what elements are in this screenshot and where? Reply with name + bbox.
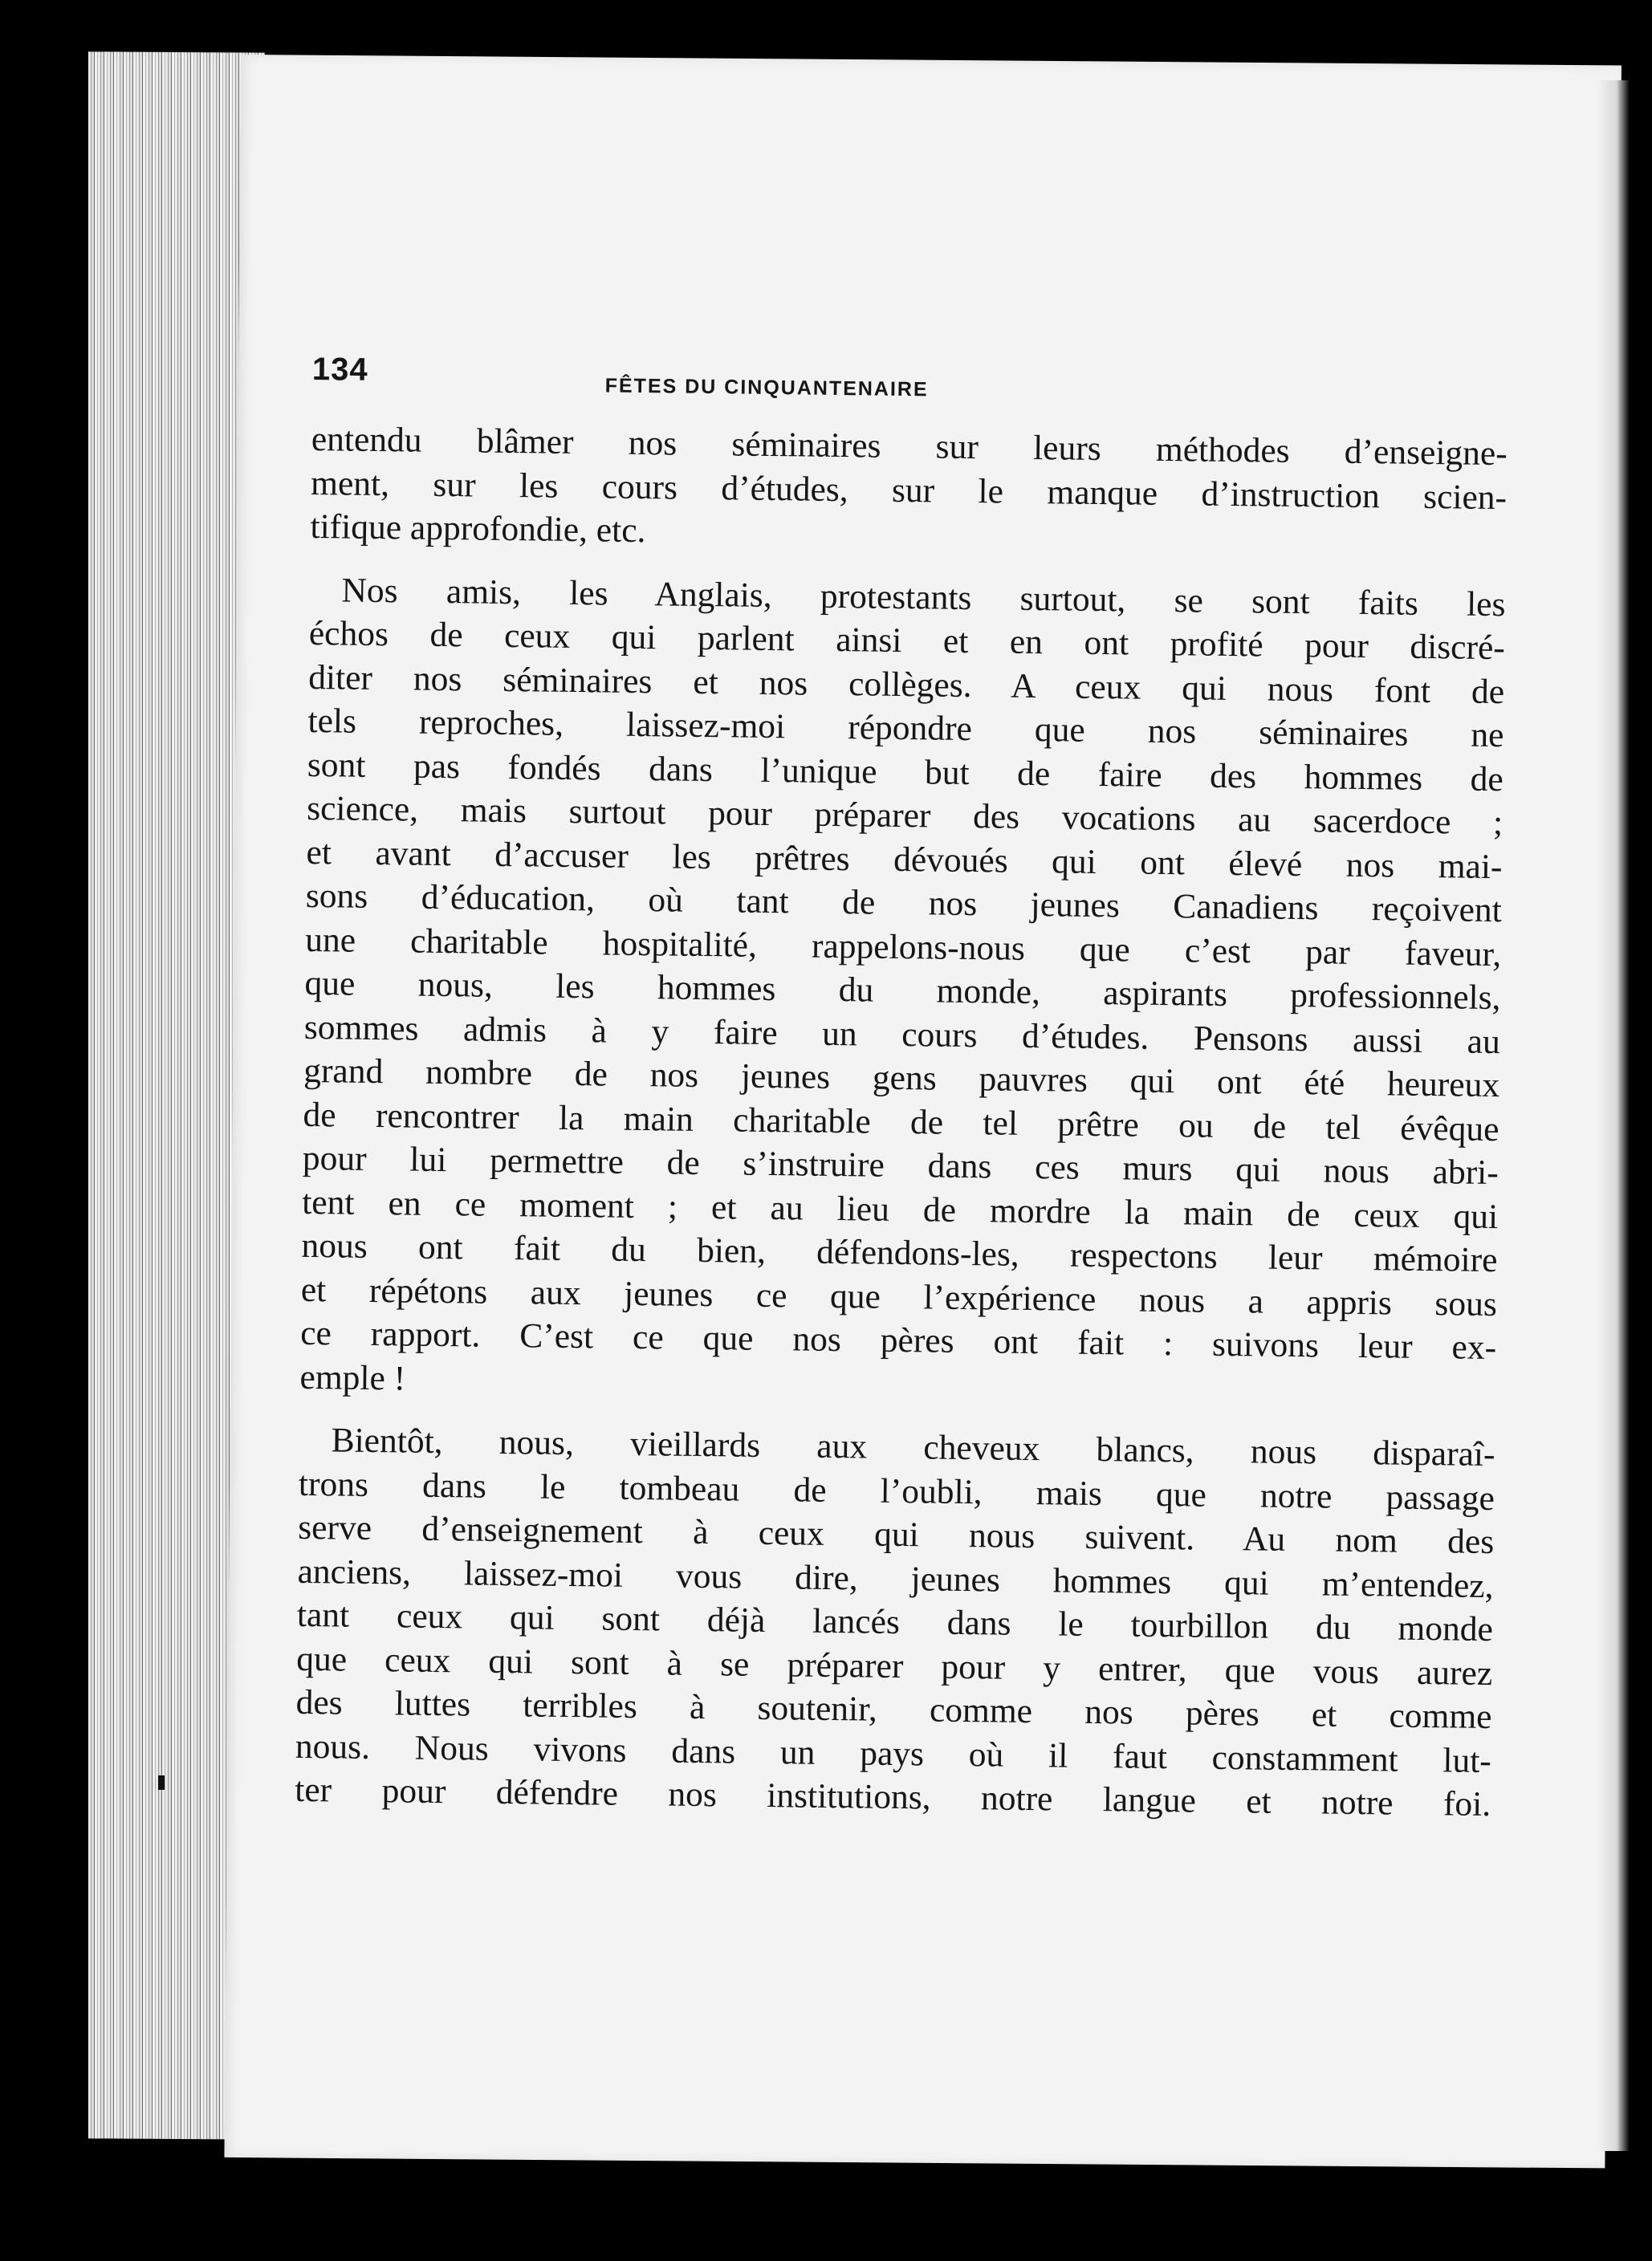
text-line: des luttes terribles à soutenir, comme nos pères et comme	[295, 1682, 1492, 1737]
margin-mark	[158, 1775, 165, 1790]
page-right-edge	[1597, 80, 1630, 2151]
text-line: de rencontrer la main charitable de tel prêtre ou de tel évêque	[303, 1095, 1499, 1149]
text-line: que ceux qui sont à se préparer pour y entrer, que vous aurez	[296, 1639, 1493, 1693]
text-line: tent en ce moment ; et au lieu de mordre la main de ceux qui	[301, 1182, 1499, 1236]
paragraph-1	[310, 417, 1508, 563]
text-line: ter pour défendre nos institutions, notre langue et notre foi.	[295, 1770, 1491, 1824]
text-line: Nos amis, les Anglais, protestants surtout, se sont faits les	[341, 570, 1506, 624]
running-head	[312, 299, 1509, 409]
body-text	[295, 417, 1508, 1827]
text-line: tant ceux qui sont déjà lancés dans le tourbillon du monde	[296, 1595, 1494, 1649]
text-line: sons d’éducation, où tant de nos jeunes Canadiens reçoivent	[305, 876, 1503, 930]
text-line: anciens, laissez-moi vous dire, jeunes hommes qui m’entendez,	[297, 1551, 1494, 1605]
text-line: pour lui permettre de s’instruire dans ces murs qui nous abri-	[302, 1138, 1499, 1193]
text-line: entendu blâmer nos séminaires sur leurs méthodes d’enseigne-	[311, 419, 1508, 474]
text-line: tels reproches, laissez-moi répondre que nos séminaires ne	[307, 701, 1504, 755]
text-line: échos de ceux qui parlent ainsi et en ont profité pour discré-	[308, 613, 1506, 668]
paragraph-3	[295, 1418, 1495, 1827]
text-line: diter nos séminaires et nos collèges. A ceux qui nous font de	[307, 657, 1505, 711]
page-content	[295, 299, 1509, 1846]
text-line: grand nombre de nos jeunes gens pauvres qui ont été heureux	[303, 1051, 1500, 1105]
text-line: serve d’enseignement à ceux qui nous suivent. Au nom des	[298, 1507, 1495, 1562]
text-line: sont pas fondés dans l’unique but de faire des hommes de	[307, 745, 1504, 799]
text-line: science, mais surtout pour préparer des vocations au sacerdoce ;	[306, 788, 1503, 843]
page-number: 134	[311, 351, 368, 388]
text-line: et répétons aux jeunes ce que l’expérience nous a appris sous	[300, 1270, 1498, 1324]
text-line: emple !	[299, 1357, 406, 1398]
text-line: tifique approfondie, etc.	[310, 506, 646, 551]
running-title: FÊTES DU CINQUANTENAIRE	[604, 374, 929, 401]
text-line: ment, sur les cours d’études, sur le manque d’instruction scien-	[310, 463, 1508, 517]
text-line: nous ont fait du bien, défendons-les, respectons leur mémoire	[301, 1226, 1498, 1280]
text-line: Bientôt, nous, vieillards aux cheveux blancs, nous disparaî-	[331, 1421, 1495, 1474]
text-line: une charitable hospitalité, rappelons-nous que c’est par faveur,	[304, 920, 1502, 974]
text-line: que nous, les hommes du monde, aspirants professionnels,	[304, 963, 1501, 1018]
text-line: et avant d’accuser les prêtres dévoués qui ont élevé nos mai-	[306, 832, 1503, 886]
text-line: sommes admis à y faire un cours d’études. Pensons aussi au	[303, 1007, 1501, 1061]
paragraph-2	[299, 567, 1506, 1413]
text-line: ce rapport. C’est ce que nos pères ont fait : suivons leur ex-	[299, 1313, 1497, 1368]
text-line: trons dans le tombeau de l’oubli, mais que notre passage	[298, 1464, 1495, 1518]
text-line: nous. Nous vivons dans un pays où il faut constamment lut-	[295, 1726, 1492, 1780]
